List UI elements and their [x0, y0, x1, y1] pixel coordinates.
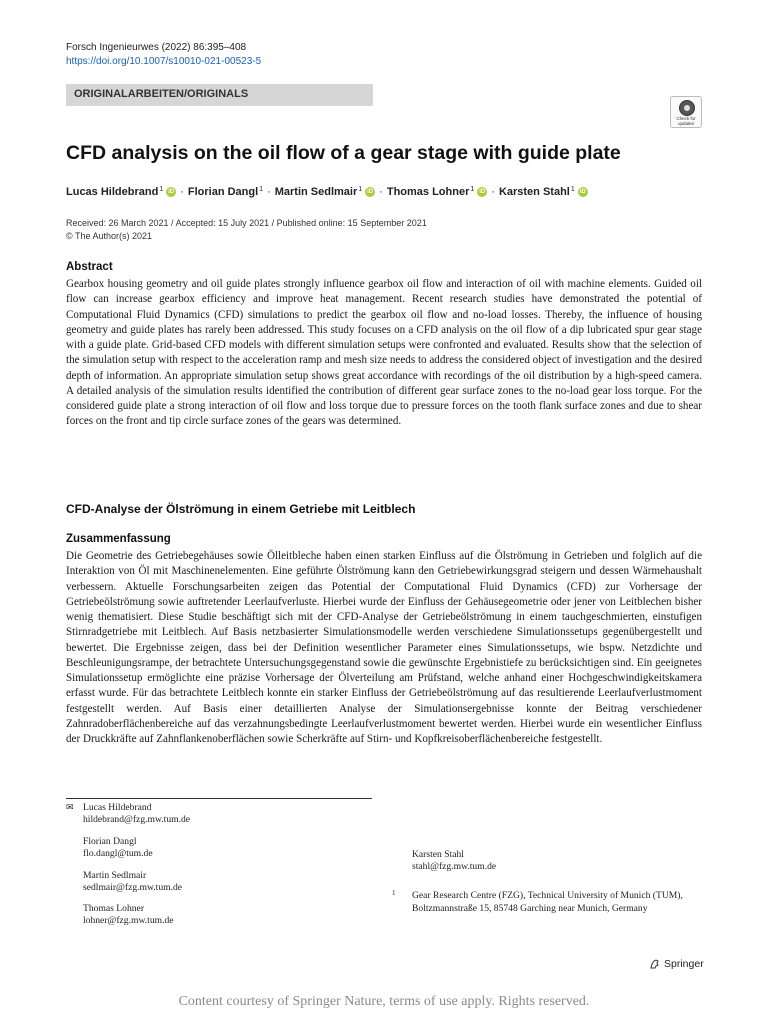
- affiliation-number: 1: [392, 889, 396, 897]
- author-contact: [412, 849, 496, 872]
- contact-name: Martin Sedlmair: [83, 870, 147, 881]
- contact-name: Florian Dangl: [83, 836, 137, 847]
- author-contact: [83, 903, 174, 926]
- contact-email[interactable]: lohner@fzg.mw.tum.de: [83, 914, 174, 926]
- publisher-name: Springer: [664, 958, 704, 970]
- author-separator: ·: [180, 186, 184, 198]
- check-for-updates-badge[interactable]: [670, 96, 702, 128]
- author-name: Thomas Lohner: [386, 186, 470, 198]
- publication-dates: Received: 26 March 2021 / Accepted: 15 July 2021 / Published online: 15 September 2021: [66, 218, 427, 228]
- orcid-icon[interactable]: iD: [168, 189, 175, 195]
- author-separator: ·: [491, 186, 495, 198]
- affiliation: [392, 889, 692, 915]
- orcid-icon[interactable]: iD: [479, 189, 486, 195]
- author-affiliation-mark: 1: [358, 185, 363, 193]
- author-affiliation-mark: 1: [570, 185, 575, 193]
- german-title: CFD-Analyse der Ölströmung in einem Getriebe mit Leitblech: [66, 502, 416, 516]
- author[interactable]: [275, 186, 375, 198]
- contact-email[interactable]: stahl@fzg.mw.tum.de: [412, 860, 497, 872]
- author-separator: ·: [379, 186, 383, 198]
- check-updates-label: Check for updates: [676, 116, 696, 126]
- author-list: [66, 186, 726, 198]
- check-updates-icon: [679, 100, 695, 116]
- springer-horse-icon: [649, 958, 661, 970]
- doi-link[interactable]: https://doi.org/10.1007/s10010-021-00523-5: [66, 56, 262, 67]
- orcid-icon[interactable]: iD: [367, 189, 374, 195]
- envelope-icon: ✉: [66, 802, 74, 812]
- author[interactable]: [387, 186, 487, 198]
- contact-name: Lucas Hildebrand: [83, 802, 152, 813]
- abstract-text: Gearbox housing geometry and oil guide plates strongly influence gearbox oil flow and interaction of oil with machine elements. Guided oil flow can increase gearbox efficiency and improve heat management. Recent research studies have demonstrated the potential of Computational Fluid Dynamics (CFD) simulations to predict the gearbox oil flow and no-load losses. Thereby, the influence of housing geometry and guide plates has rarely been addressed. This study focuses on a CFD analysis on the oil flow of a dip lubricated spur gear stage with a guide plate. Grid-based CFD models with different simulation setups were confronted and evaluated. Results show that the selection of the simulation setup with respect to the acceleration ramp and mesh size needs to address the considered object of investigation and the desired depth of information. An appropriate simulation setup shows great accordance with recordings of the oil distribution by a high-speed camera. A detailed analysis of the simulation results identified the contribution of different gear surface zones to the no-load gear loss torque. For the considered guide plate a strong interaction of oil flow and loss torque due to pressure forces on the tooth flank surface zones and due to shear forces on the front and tip circle surface zones of the gears was determined.: [66, 278, 702, 428]
- zusammenfassung-heading: Zusammenfassung: [66, 533, 171, 545]
- abstract-heading: Abstract: [66, 261, 113, 273]
- corresponding-author-contact: [66, 802, 190, 825]
- footnote-divider: [66, 798, 372, 799]
- zusammenfassung-text: Die Geometrie des Getriebegehäuses sowie Ölleitbleche haben einen starken Einfluss auf die Ölströmung in Getrieben und folglich auf die Interaktion von Öl mit Maschinenelementen. Eine geführte Ölströmung kann den Getriebewirkungsgrad steigern und dessen Wärmehaushalt verbessern. Aktuelle Forschungsarbeiten zeigen das Potential der Computational Fluid Dynamics (CFD) zur Vorhersage der Getriebeölströmung sowie auftretender Leerlaufverluste. Hierbei wurde der Einfluss der Gehäusegeometrie oder jener von Leitblechen bisher wenig thematisiert. Diese Studie beschäftigt sich mit der CFD-Analyse der Getriebeölströmung in einem tauchgeschmierten, einstufigen Stirnradgetriebe mit Leitblech. Auf Basis netzbasierter Simulationsmodelle werden verschiedene Simulationssetups gegenübergestellt und bewertet. Die Ergebnisse zeigen, dass bei der Definition wesentlicher Parameter eines Simulationssetups, wie bspw. Netzdichte und Beschleunigungsrampe, der betrachtete Untersuchungsgegenstand sowie die gewünschte Ergebnistiefe zu berücksichtigen sind. Ein geeignetes Simulationssetup ermöglichte eine präzise Vorhersage der Ölverteilung am Prüfstand, welche anhand einer Hochgeschwindigkeitskamera erfasst wurde. Für das betrachtete Leitblech konnte ein starker Einfluss der Getriebeölströmung auf das resultierende Leerlaufverlustmoment festgestellt werden. Auf Basis einer detaillierten Analyse der Simulationsergebnisse konnte der Beitrag verschiedener Zahnradoberflächenbereiche auf das verzahnungsbedingte Leerlaufverlustmoment bewertet werden. Hierbei wurde ein wesentlicher Einfluss der Druckkräfte auf Zahnflankenoberflächen sowie Scherkräfte auf Stirn- und Kopfkreisoberflächenbereiche festgestellt.: [66, 550, 702, 745]
- publisher-logo: [649, 958, 704, 970]
- orcid-icon[interactable]: iD: [579, 189, 586, 195]
- author[interactable]: [66, 186, 176, 198]
- contact-name: Thomas Lohner: [83, 903, 145, 914]
- section-banner: [66, 84, 373, 106]
- author-separator: ·: [267, 186, 271, 198]
- affiliation-text: Gear Research Centre (FZG), Technical University of Munich (TUM), Boltzmannstraße 15, 85748 Garching near Munich, Germany: [412, 890, 683, 914]
- author[interactable]: [499, 186, 588, 198]
- author-contact: [83, 836, 153, 859]
- author-name: Karsten Stahl: [498, 186, 570, 198]
- contact-email[interactable]: flo.dangl@tum.de: [83, 847, 153, 859]
- author[interactable]: [188, 186, 263, 198]
- author-contact: [83, 870, 182, 893]
- contact-email[interactable]: hildebrand@fzg.mw.tum.de: [83, 813, 191, 825]
- author-affiliation-mark: 1: [159, 185, 164, 193]
- author-name: Florian Dangl: [187, 186, 259, 198]
- author-affiliation-mark: 1: [470, 185, 475, 193]
- author-name: Martin Sedlmair: [274, 186, 358, 198]
- contact-name: Karsten Stahl: [412, 849, 464, 860]
- copyright-notice: © The Author(s) 2021: [66, 231, 153, 241]
- contact-email[interactable]: sedlmair@fzg.mw.tum.de: [83, 881, 183, 893]
- rights-footer: Content courtesy of Springer Nature, terms of use apply. Rights reserved.: [178, 994, 590, 1009]
- paper-title: CFD analysis on the oil flow of a gear stage with guide plate: [66, 142, 621, 164]
- section-label: ORIGINALARBEITEN/ORIGINALS: [74, 88, 249, 100]
- author-name: Lucas Hildebrand: [66, 186, 159, 198]
- author-affiliation-mark: 1: [259, 185, 264, 193]
- journal-citation: Forsch Ingenieurwes (2022) 86:395–408: [66, 42, 247, 53]
